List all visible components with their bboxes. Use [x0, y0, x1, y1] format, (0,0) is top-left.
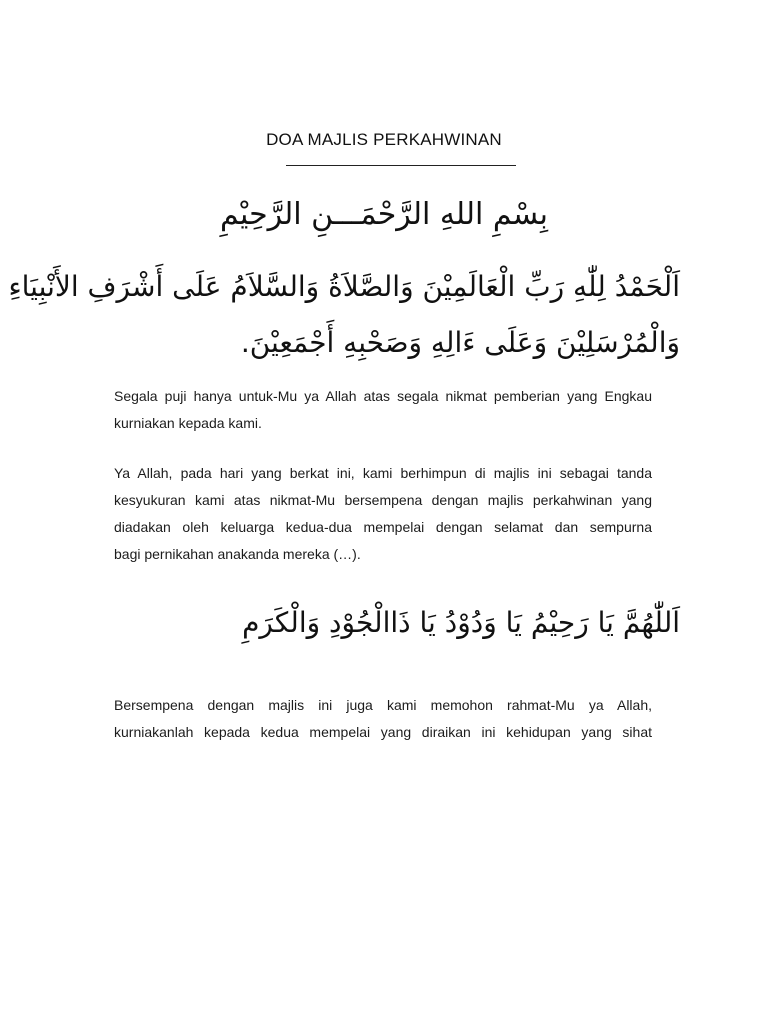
paragraph-line: bagi pernikahan anakanda mereka (…).	[114, 546, 361, 562]
paragraph-line: diadakan oleh keluarga kedua-dua mempelai dengan selamat dan sempurna	[114, 519, 652, 535]
hamdalah-line-2: وَالْمُرْسَلِيْنَ وَعَلَى ءَالِهِ وَصَحْبِهِ أَجْمَعِيْنَ.	[240, 326, 680, 359]
basmala-text: بِسْمِ اللهِ الرَّحْمَـــنِ الرَّحِيْمِ	[220, 197, 548, 232]
paragraph-line: kurniakan kepada kami.	[114, 415, 262, 431]
paragraph-line: Segala puji hanya untuk-Mu ya Allah atas segala nikmat pemberian yang Engkau	[114, 388, 652, 404]
paragraph-line: kurniakanlah kepada kedua mempelai yang diraikan ini kehidupan yang sihat	[114, 724, 652, 740]
page-title: DOA MAJLIS PERKAHWINAN	[266, 130, 502, 149]
paragraph-line: Bersempena dengan majlis ini juga kami memohon rahmat-Mu ya Allah,	[114, 697, 652, 713]
paragraph-supplication	[114, 692, 652, 746]
hamdalah-line-1: اَلْحَمْدُ لِلّٰهِ رَبِّ الْعَالَمِيْنَ وَالصَّلاَةُ وَالسَّلاَمُ عَلَى أَشْرَفِ الأَنْبِيَاءِ	[8, 270, 680, 303]
paragraph-gathering	[114, 460, 652, 568]
title-underline	[286, 165, 516, 166]
dua-arabic-text: اَللّٰهُمَّ يَا رَحِيْمُ يَا وَدُوْدُ يَا ذَاالْجُوْدِ وَالْكَرَمِ	[242, 606, 680, 639]
paragraph-line: Ya Allah, pada hari yang berkat ini, kami berhimpun di majlis ini sebagai tanda	[114, 465, 652, 481]
paragraph-line: kesyukuran kami atas nikmat-Mu bersempena dengan majlis perkahwinan yang	[114, 492, 652, 508]
paragraph-praise	[114, 383, 652, 437]
